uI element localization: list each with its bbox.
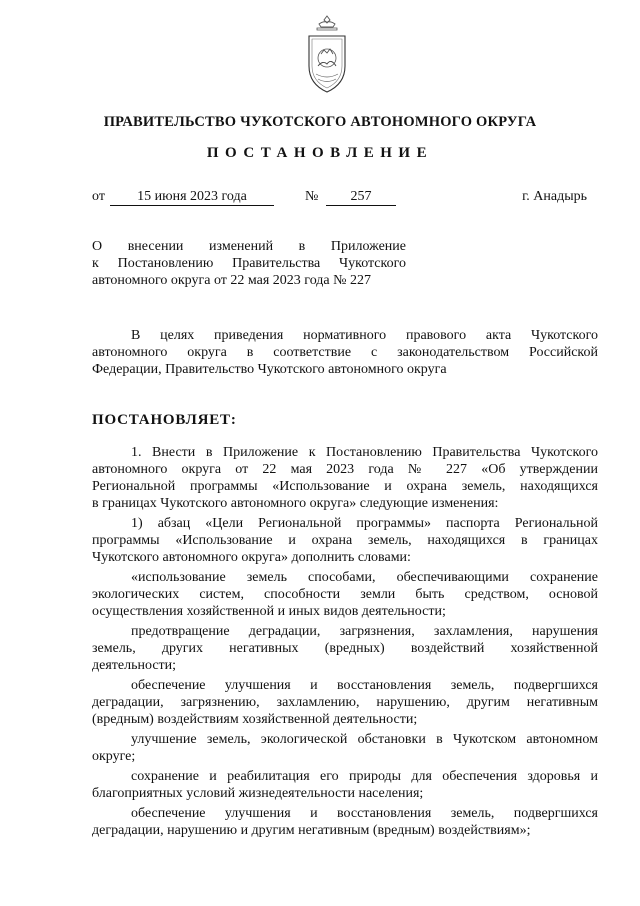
body-text-line: благоприятных условий жизнедеятельности населения;: [92, 786, 424, 801]
body-text-line: осуществления хозяйственной и иных видов деятельности;: [92, 604, 446, 619]
coat-of-arms-emblem: [303, 14, 351, 100]
body-text-line: деградации, нарушению и другим негативным (вредным) воздействиям»;: [92, 823, 531, 838]
body-text-line: деятельности;: [92, 658, 177, 673]
body-text-line: предотвращение деградации, загрязнения, захламления, нарушения: [131, 624, 598, 639]
body-text-line: (вредным) воздействиям хозяйственной деятельности;: [92, 712, 418, 727]
document-subject: [92, 238, 406, 289]
body-text-line: программы «Использование и охрана земель, находящихся в границах: [92, 533, 598, 548]
resolution-body: [92, 444, 598, 839]
body-text-line: экологических систем, способности земли быть средством, основой: [92, 587, 598, 602]
number-prefix: №: [305, 189, 319, 204]
body-text-line: 1. Внести в Приложение к Постановлению Правительства Чукотского: [131, 445, 598, 460]
body-text-line: «использование земель способами, обеспечивающими сохранение: [131, 570, 598, 585]
document-city: г. Анадырь: [522, 189, 587, 204]
body-text-line: земель, других негативных (вредных) воздействий хозяйственной: [92, 641, 598, 656]
preamble-line: В целях приведения нормативного правового акта Чукотского: [131, 328, 598, 343]
subject-line: автономного округа от 22 мая 2023 года № 227: [92, 273, 371, 288]
document-date: 15 июня 2023 года: [110, 189, 274, 206]
body-text-line: улучшение земель, экологической обстановки в Чукотском автономном: [131, 732, 598, 747]
body-text-line: Чукотского автономного округа» дополнить словами:: [92, 550, 411, 565]
government-title: ПРАВИТЕЛЬСТВО ЧУКОТСКОГО АВТОНОМНОГО ОКРУГА: [103, 114, 537, 130]
document-number: 257: [326, 189, 396, 206]
resolves-heading: ПОСТАНОВЛЯЕТ:: [92, 412, 237, 428]
preamble-line: автономного округа в соответствие с законодательством Российской: [92, 345, 598, 360]
body-text-line: деградации, загрязнению, захламлению, нарушению, другим негативным: [92, 695, 598, 710]
body-text-line: 1) абзац «Цели Региональной программы» паспорта Региональной: [131, 516, 598, 531]
body-text-line: сохранение и реабилитация его природы для обеспечения здоровья и: [131, 769, 598, 784]
preamble-line: Федерации, Правительство Чукотского автономного округа: [92, 362, 447, 377]
body-text-line: автономного округа от 22 мая 2023 года № 227 «Об утверждении: [92, 462, 598, 477]
body-text-line: в границах Чукотского автономного округа» следующие изменения:: [92, 496, 499, 511]
subject-line: к Постановлению Правительства Чукотского: [92, 256, 406, 271]
body-text-line: округе;: [92, 749, 136, 764]
preamble-paragraph: [92, 327, 598, 378]
date-prefix: от: [92, 189, 105, 204]
body-text-line: обеспечение улучшения и восстановления земель, подвергшихся: [131, 678, 598, 693]
document-type-title: ПОСТАНОВЛЕНИЕ: [206, 145, 434, 161]
body-text-line: Региональной программы «Использование и охрана земель, находящихся: [92, 479, 598, 494]
subject-line: О внесении изменений в Приложение: [92, 239, 406, 254]
body-text-line: обеспечение улучшения и восстановления земель, подвергшихся: [131, 806, 598, 821]
